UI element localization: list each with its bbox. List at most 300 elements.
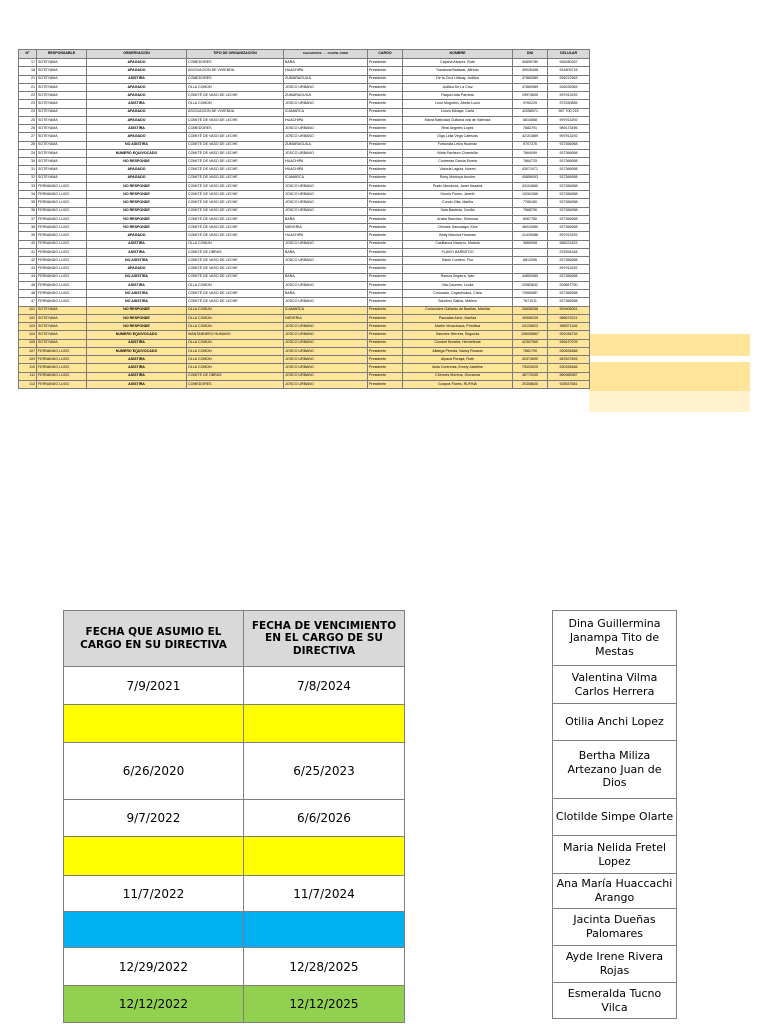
table-row: [19, 92, 590, 100]
name-cell: Maria Nelida Fretel Lopez: [553, 836, 677, 874]
cell-tipo: COMITÉ DE VASO DE LECHE: [187, 166, 284, 174]
cell-cargo: Presidente: [368, 298, 403, 306]
cell-dni: 47860589: [513, 75, 548, 83]
cell-resp: FERNANDO LUGO: [37, 364, 87, 372]
cell-resp: SOTEYAMA: [37, 339, 87, 347]
cell-nombre: Leon Mogollón, Abelio Lucio: [403, 100, 513, 108]
cell-zona: ZUMARAGUILA: [284, 141, 368, 149]
cell-zona: JOSCO URBANO: [284, 372, 368, 380]
cell-n: 30: [19, 158, 37, 166]
cell-cargo: Presidente: [368, 75, 403, 83]
cell-nombre: Nilda Pacheco Chambilla: [403, 149, 513, 157]
cell-resp: FERNANDO LUGO: [37, 182, 87, 190]
cell-cel: 927366958: [548, 166, 590, 174]
cell-obs: APAGADO: [87, 59, 187, 67]
name-cell: Otilia Anchi Lopez: [553, 704, 677, 741]
cell-cel: 987627893: [548, 356, 590, 364]
nombres-table: [552, 610, 677, 1019]
cell-nombre: Salon Cordero, Flor: [403, 257, 513, 265]
cell-cel: 927366958: [548, 158, 590, 166]
cell-resp: FERNANDO LUGO: [37, 298, 87, 306]
cell-tipo: OLLA COMÚN: [187, 356, 284, 364]
cell-n: 107: [19, 347, 37, 355]
cell-cel: 927366958: [548, 257, 590, 265]
cell-resp: SOTEYAMA: [37, 125, 87, 133]
cell-obs: ASISTIRA: [87, 364, 187, 372]
table-row: [19, 232, 590, 240]
cell-cargo: Presidente: [368, 158, 403, 166]
cell-cel: 997913292: [548, 92, 590, 100]
cell-dni: 9707376: [513, 141, 548, 149]
cell-tipo: OLLA COMÚN: [187, 314, 284, 322]
cell-zona: HUACHIPA: [284, 166, 368, 174]
cell-zona: HUACHIPA: [284, 158, 368, 166]
cell-resp: SOTEYAMA: [37, 314, 87, 322]
table-row: [19, 240, 590, 248]
cell-obs: NO RESPONDE: [87, 191, 187, 199]
cell-cargo: Presidente: [368, 166, 403, 174]
cell-tipo: OLLA COMÚN: [187, 364, 284, 372]
cell-nombre: María Natividad Guiliana vda de Valencia: [403, 116, 513, 124]
cell-n: 25: [19, 116, 37, 124]
cell-cel: 927366958: [548, 182, 590, 190]
cell-cel: 991036739: [548, 331, 590, 339]
cell-nombre: Lonzo Minaya, Carla: [403, 108, 513, 116]
cell-cel: 927366958: [548, 290, 590, 298]
cell-cel: 997913292: [548, 116, 590, 124]
cell-dni: 20308630: [513, 380, 548, 388]
col-header-celular: CELULAR: [548, 50, 590, 59]
cell-obs: NO ASISTIRA: [87, 290, 187, 298]
fechas-directiva-table: [63, 610, 405, 1023]
cell-zona: BAÑA: [284, 290, 368, 298]
cell-resp: FERNANDO LUGO: [37, 265, 87, 273]
cell-zona: ICAMARCA: [284, 108, 368, 116]
cell-zona: JOSCO URBANO: [284, 347, 368, 355]
col-header-zona: CHACHAPOYAS · ... · CUARTEL OTROS: [284, 50, 368, 59]
cell-obs: ASISTIRA: [87, 372, 187, 380]
cell-dni: 40899780: [513, 59, 548, 67]
table-row: [19, 273, 590, 281]
cell-nombre: Curisonche Gallardo de Bastías, Marilda: [403, 306, 513, 314]
name-row: [553, 836, 677, 874]
cell-nombre: Martín Vevacincua, Primitiva: [403, 323, 513, 331]
cell-dni: 6810068: [513, 116, 548, 124]
fecha-asumio-cell: 6/26/2020: [64, 743, 244, 800]
table-row: [19, 339, 590, 347]
cell-cel: 966579221: [548, 314, 590, 322]
cell-n: 110: [19, 364, 37, 372]
cell-resp: FERNANDO LUGO: [37, 224, 87, 232]
table-row: [19, 166, 590, 174]
cell-cargo: Presidente: [368, 290, 403, 298]
cell-zona: HUACHIPA: [284, 116, 368, 124]
cell-tipo: COMITÉ DE OBRAS: [187, 248, 284, 256]
cell-zona: JOSCO URBANO: [284, 207, 368, 215]
cell-obs: NO RESPONDE: [87, 314, 187, 322]
cell-n: 21: [19, 75, 37, 83]
cell-cel: 997913292: [548, 133, 590, 141]
cell-nombre: Prado Mendoza, Janet Nazaria: [403, 182, 513, 190]
dates-row: [64, 837, 405, 876]
cell-resp: SOTEYAMA: [37, 67, 87, 75]
cell-nombre: Condori Bonella, Hermelinda: [403, 339, 513, 347]
cell-cargo: Presidente: [368, 339, 403, 347]
cell-dni: 41429086: [513, 232, 548, 240]
cell-tipo: OLLA COMÚN: [187, 347, 284, 355]
name-row: [553, 704, 677, 741]
cell-obs: NUMERO EQUIVOCADO: [87, 347, 187, 355]
cell-dni: 20608268: [513, 306, 548, 314]
cell-cel: 975394184: [548, 248, 590, 256]
cell-tipo: COMITÉ DE OBRAS: [187, 372, 284, 380]
cell-tipo: COMITÉ DE VASO DE LECHE: [187, 92, 284, 100]
table-row: [19, 174, 590, 182]
fecha-vencimiento-cell: 6/6/2026: [244, 800, 405, 837]
cell-dni: 7786180: [513, 199, 548, 207]
name-row: [553, 946, 677, 983]
table-row: [19, 75, 590, 83]
cell-obs: ASISTIRA: [87, 339, 187, 347]
cell-nombre: Chinnes Sancalaya, Kimi: [403, 224, 513, 232]
cell-obs: NO RESPONDE: [87, 207, 187, 215]
cell-zona: JOSCO URBANO: [284, 125, 368, 133]
cell-cargo: Presidente: [368, 281, 403, 289]
name-row: [553, 666, 677, 704]
cell-cel: 936280287: [548, 59, 590, 67]
cell-resp: FERNANDO LUGO: [37, 257, 87, 265]
cell-dni: 7664099: [513, 149, 548, 157]
table-row: [19, 133, 590, 141]
table-row: [19, 331, 590, 339]
cell-tipo: COMITÉ DE VASO DE LECHE: [187, 182, 284, 190]
cell-dni: 47860589: [513, 83, 548, 91]
cell-cel: 926232963: [548, 83, 590, 91]
cell-zona: JOSCO URBANO: [284, 339, 368, 347]
cell-n: 47: [19, 298, 37, 306]
cell-nombre: Rony Montoya Aroche: [403, 174, 513, 182]
cell-dni: 46770035: [513, 372, 548, 380]
cell-cargo: Presidente: [368, 356, 403, 364]
cell-obs: NUMERO EQUIVOCADO: [87, 149, 187, 157]
name-cell: Jacinta Dueñas Palomares: [553, 909, 677, 946]
cell-tipo: COMEDORES: [187, 59, 284, 67]
cell-dni: 20583632: [513, 281, 548, 289]
cell-n: 23: [19, 100, 37, 108]
table-row: [19, 207, 590, 215]
table-row: [19, 380, 590, 388]
cell-n: 37: [19, 215, 37, 223]
cell-obs: APAGADO: [87, 83, 187, 91]
cell-nombre: Casiflanca Navarro, Mariela: [403, 240, 513, 248]
cell-cargo: Presidente: [368, 67, 403, 75]
cell-tipo: COMITÉ DE VASO DE LECHE: [187, 133, 284, 141]
cell-dni: 43071071: [513, 166, 548, 174]
cell-obs: ASISTIRA: [87, 281, 187, 289]
cell-resp: FERNANDO LUGO: [37, 191, 87, 199]
cell-cargo: Presidente: [368, 323, 403, 331]
cell-dni: 106008567: [513, 331, 548, 339]
name-cell: Valentina Vilma Carlos Herrera: [553, 666, 677, 704]
cell-obs: ASISTIRA: [87, 75, 187, 83]
cell-cargo: Presidente: [368, 133, 403, 141]
cell-nombre: Chenves Morena, Giovanna: [403, 372, 513, 380]
cell-zona: JOSCO URBANO: [284, 149, 368, 157]
cell-resp: SOTEYAMA: [37, 59, 87, 67]
cell-dni: 9865908: [513, 240, 548, 248]
table-row: [19, 108, 590, 116]
cell-n: 103: [19, 323, 37, 331]
cell-tipo: COMITÉ DE VASO DE LECHE: [187, 290, 284, 298]
col-header-nombre: NOMBRE: [403, 50, 513, 59]
cell-obs: NO RESPONDE: [87, 182, 187, 190]
cell-cel: 997913292: [548, 265, 590, 273]
name-cell: Ayde Irene Rivera Rojas: [553, 946, 677, 983]
cell-dni: 7671011: [513, 298, 548, 306]
cell-tipo: OLLA COMÚN: [187, 281, 284, 289]
cell-dni: 42357960: [513, 339, 548, 347]
cell-zona: JOSCO URBANO: [284, 100, 368, 108]
header-fecha-asumio: FECHA QUE ASUMIO EL CARGO EN SU DIRECTIVA: [64, 611, 244, 667]
cell-cel: 927366958: [548, 149, 590, 157]
fecha-vencimiento-cell: [244, 837, 405, 876]
table-row: [19, 67, 590, 75]
cell-zona: JOSCO URBANO: [284, 199, 368, 207]
cell-resp: SOTEYAMA: [37, 166, 87, 174]
cell-cargo: Presidente: [368, 100, 403, 108]
cell-nombre: De la Cruz Lillaray, Juditza: [403, 75, 513, 83]
cell-resp: SOTEYAMA: [37, 116, 87, 124]
table-row: [19, 248, 590, 256]
cell-resp: FERNANDO LUGO: [37, 273, 87, 281]
cell-cel: 953905051: [548, 306, 590, 314]
cell-zona: ICAMARCA: [284, 306, 368, 314]
cell-zona: BAÑA: [284, 248, 368, 256]
cell-cel: 927366958: [548, 215, 590, 223]
cell-cel: 926212963: [548, 75, 590, 83]
table-row: [19, 314, 590, 322]
cell-tipo: COMEDORES: [187, 125, 284, 133]
cell-nombre: Sanchez Salina, Marleni: [403, 298, 513, 306]
fecha-vencimiento-cell: 7/8/2024: [244, 667, 405, 705]
cell-tipo: WANTANNERO HUMANO: [187, 331, 284, 339]
cell-tipo: COMITÉ DE VASO DE LECHE: [187, 207, 284, 215]
cell-zona: JOSCO URBANO: [284, 380, 368, 388]
cell-n: 111: [19, 372, 37, 380]
cell-nombre: Juditza De La Cruz: [403, 83, 513, 91]
cell-tipo: ASOCIACION DE VIVIENDA: [187, 67, 284, 75]
cell-resp: FERNANDO LUGO: [37, 215, 87, 223]
cell-dni: 9760229: [513, 100, 548, 108]
cell-resp: FERNANDO LUGO: [37, 372, 87, 380]
table-row: [19, 141, 590, 149]
cell-resp: SOTEYAMA: [37, 149, 87, 157]
cell-n: 26: [19, 125, 37, 133]
fecha-vencimiento-cell: 12/12/2025: [244, 986, 405, 1023]
cell-obs: ASISTIRA: [87, 380, 187, 388]
cell-zona: NIEVERIA: [284, 224, 368, 232]
fecha-asumio-cell: 11/7/2022: [64, 876, 244, 912]
cell-cargo: Presidente: [368, 265, 403, 273]
table-row: [19, 372, 590, 380]
cell-tipo: COMITÉ DE VASO DE LECHE: [187, 116, 284, 124]
cell-cargo: Presidente: [368, 372, 403, 380]
cell-tipo: COMITÉ DE VASO DE LECHE: [187, 174, 284, 182]
cell-n: 113: [19, 380, 37, 388]
cell-dni: 46010980: [513, 224, 548, 232]
cell-cargo: Presidente: [368, 306, 403, 314]
cell-zona: JOSCO URBANO: [284, 323, 368, 331]
cell-dni: 7664725: [513, 158, 548, 166]
cell-cargo: Presidente: [368, 59, 403, 67]
cell-obs: ASISTIRA: [87, 125, 187, 133]
fecha-asumio-cell: 12/12/2022: [64, 986, 244, 1023]
cell-zona: JOSCO URBANO: [284, 281, 368, 289]
name-cell: Clotilde Simpe Olarte: [553, 799, 677, 836]
cell-resp: SOTEYAMA: [37, 141, 87, 149]
cell-resp: SOTEYAMA: [37, 83, 87, 91]
dates-row: [64, 912, 405, 948]
cell-obs: NO ASISTIRA: [87, 257, 187, 265]
cell-dni: 42101889: [513, 133, 548, 141]
cell-zona: JOSCO URBANO: [284, 364, 368, 372]
cell-n: 45: [19, 281, 37, 289]
cell-obs: ASISTIRA: [87, 248, 187, 256]
dates-header-row: [64, 611, 405, 667]
cell-zona: JOSCO URBANO: [284, 191, 368, 199]
cell-n: 32: [19, 174, 37, 182]
fecha-asumio-cell: [64, 837, 244, 876]
cell-obs: NO RESPONDE: [87, 323, 187, 331]
cell-n: 27: [19, 133, 37, 141]
cell-cel: 967 700 215: [548, 108, 590, 116]
cell-nombre: Real Angeles Lopez: [403, 125, 513, 133]
cell-resp: SOTEYAMA: [37, 133, 87, 141]
cell-n: 44: [19, 273, 37, 281]
cell-n: 46: [19, 290, 37, 298]
cell-resp: FERNANDO LUGO: [37, 290, 87, 298]
cell-obs: NO RESPONDE: [87, 306, 187, 314]
cell-zona: HUACHIPA: [284, 67, 368, 75]
highlight-band: [589, 334, 750, 356]
cell-resp: FERNANDO LUGO: [37, 347, 87, 355]
cell-nombre: Paccatas Alme, Maritza: [403, 314, 513, 322]
cell-n: 31: [19, 166, 37, 174]
cell-resp: SOTEYAMA: [37, 92, 87, 100]
cell-dni: 40374690: [513, 356, 548, 364]
table-row: [19, 116, 590, 124]
cell-nombre: Araba Sanchez, Simeona: [403, 215, 513, 223]
cell-n: 24: [19, 108, 37, 116]
cell-cargo: Presidente: [368, 257, 403, 265]
cell-cel: 925537681: [548, 380, 590, 388]
col-header-dni: DNI: [513, 50, 548, 59]
cell-dni: 6967780: [513, 215, 548, 223]
dates-row: [64, 986, 405, 1023]
cell-nombre: Coronado, Coyachuana, Clara: [403, 290, 513, 298]
cell-cel: 927366958: [548, 199, 590, 207]
fecha-asumio-cell: [64, 705, 244, 743]
dates-row: [64, 705, 405, 743]
col-header-cargo: CARGO: [368, 50, 403, 59]
cell-nombre: Sanchez Herrera, Segunda: [403, 331, 513, 339]
cell-zona: JOSCO URBANO: [284, 257, 368, 265]
cell-nombre: Fortunata Leiva Huaman: [403, 141, 513, 149]
cell-n: 109: [19, 356, 37, 364]
cell-n: 21: [19, 83, 37, 91]
cell-nombre: Condo Villa, Marilia: [403, 199, 513, 207]
cell-dni: [513, 248, 548, 256]
cell-tipo: OLLA COMÚN: [187, 323, 284, 331]
cell-cargo: Presidente: [368, 240, 403, 248]
cell-tipo: ASOCIACION DE VIVIENDA: [187, 108, 284, 116]
cell-tipo: COMITÉ DE VASO DE LECHE: [187, 232, 284, 240]
cell-dni: 7682791: [513, 125, 548, 133]
cell-zona: BAÑA: [284, 215, 368, 223]
cell-cel: 997913292: [548, 232, 590, 240]
table-row: [19, 125, 590, 133]
table-row: [19, 265, 590, 273]
cell-zona: JOSCO URBANO: [284, 331, 368, 339]
cell-n: 105: [19, 339, 37, 347]
cell-cargo: Presidente: [368, 199, 403, 207]
cell-n: 36: [19, 207, 37, 215]
cell-zona: JOSCO URBANO: [284, 298, 368, 306]
name-row: [553, 799, 677, 836]
cell-nombre: Sandoval Baltazar, Alfredo: [403, 67, 513, 75]
cell-nombre: Avila Contreras, Emely Jadeline: [403, 364, 513, 372]
cell-resp: FERNANDO LUGO: [37, 240, 87, 248]
cell-cargo: Presidente: [368, 380, 403, 388]
cell-zona: JOSCO URBANO: [284, 83, 368, 91]
cell-cargo: Presidente: [368, 224, 403, 232]
cell-nombre: Alfaega Pereda, Nancy Rosario: [403, 347, 513, 355]
cell-zona: [284, 265, 368, 273]
cell-cel: 930335466: [548, 364, 590, 372]
cell-resp: FERNANDO LUGO: [37, 380, 87, 388]
fecha-vencimiento-cell: 12/28/2025: [244, 948, 405, 986]
fecha-vencimiento-cell: 11/7/2024: [244, 876, 405, 912]
cell-n: 43: [19, 265, 37, 273]
cell-dni: 43139823: [513, 323, 548, 331]
cell-nombre: Alpaca Poraya, Ruth: [403, 356, 513, 364]
table-row: [19, 364, 590, 372]
table-row: [19, 306, 590, 314]
table-row: [19, 290, 590, 298]
name-cell: Ana María Huaccachi Arango: [553, 874, 677, 909]
cell-tipo: COMITÉ DE VASO DE LECHE: [187, 191, 284, 199]
cell-nombre: Sala Bautista, Cecilia: [403, 207, 513, 215]
cell-n: 28: [19, 141, 37, 149]
cell-n: 40: [19, 240, 37, 248]
cell-n: 41: [19, 248, 37, 256]
cell-cel: 927366958: [548, 207, 590, 215]
cell-resp: SOTEYAMA: [37, 306, 87, 314]
cell-tipo: COMITÉ DE VASO DE LECHE: [187, 257, 284, 265]
cell-obs: NO RESPONDE: [87, 199, 187, 207]
cell-cel: 927366958: [548, 298, 590, 306]
cell-tipo: COMITÉ DE VASO DE LECHE: [187, 298, 284, 306]
cell-obs: NO ASISTIRA: [87, 273, 187, 281]
name-cell: Esmeralda Tucno Vilca: [553, 983, 677, 1019]
cell-resp: FERNANDO LUGO: [37, 248, 87, 256]
dates-row: [64, 743, 405, 800]
cell-resp: SOTEYAMA: [37, 100, 87, 108]
name-row: [553, 741, 677, 799]
cell-dni: 29974605: [513, 92, 548, 100]
cell-cel: 927366958: [548, 224, 590, 232]
fecha-asumio-cell: 9/7/2022: [64, 800, 244, 837]
